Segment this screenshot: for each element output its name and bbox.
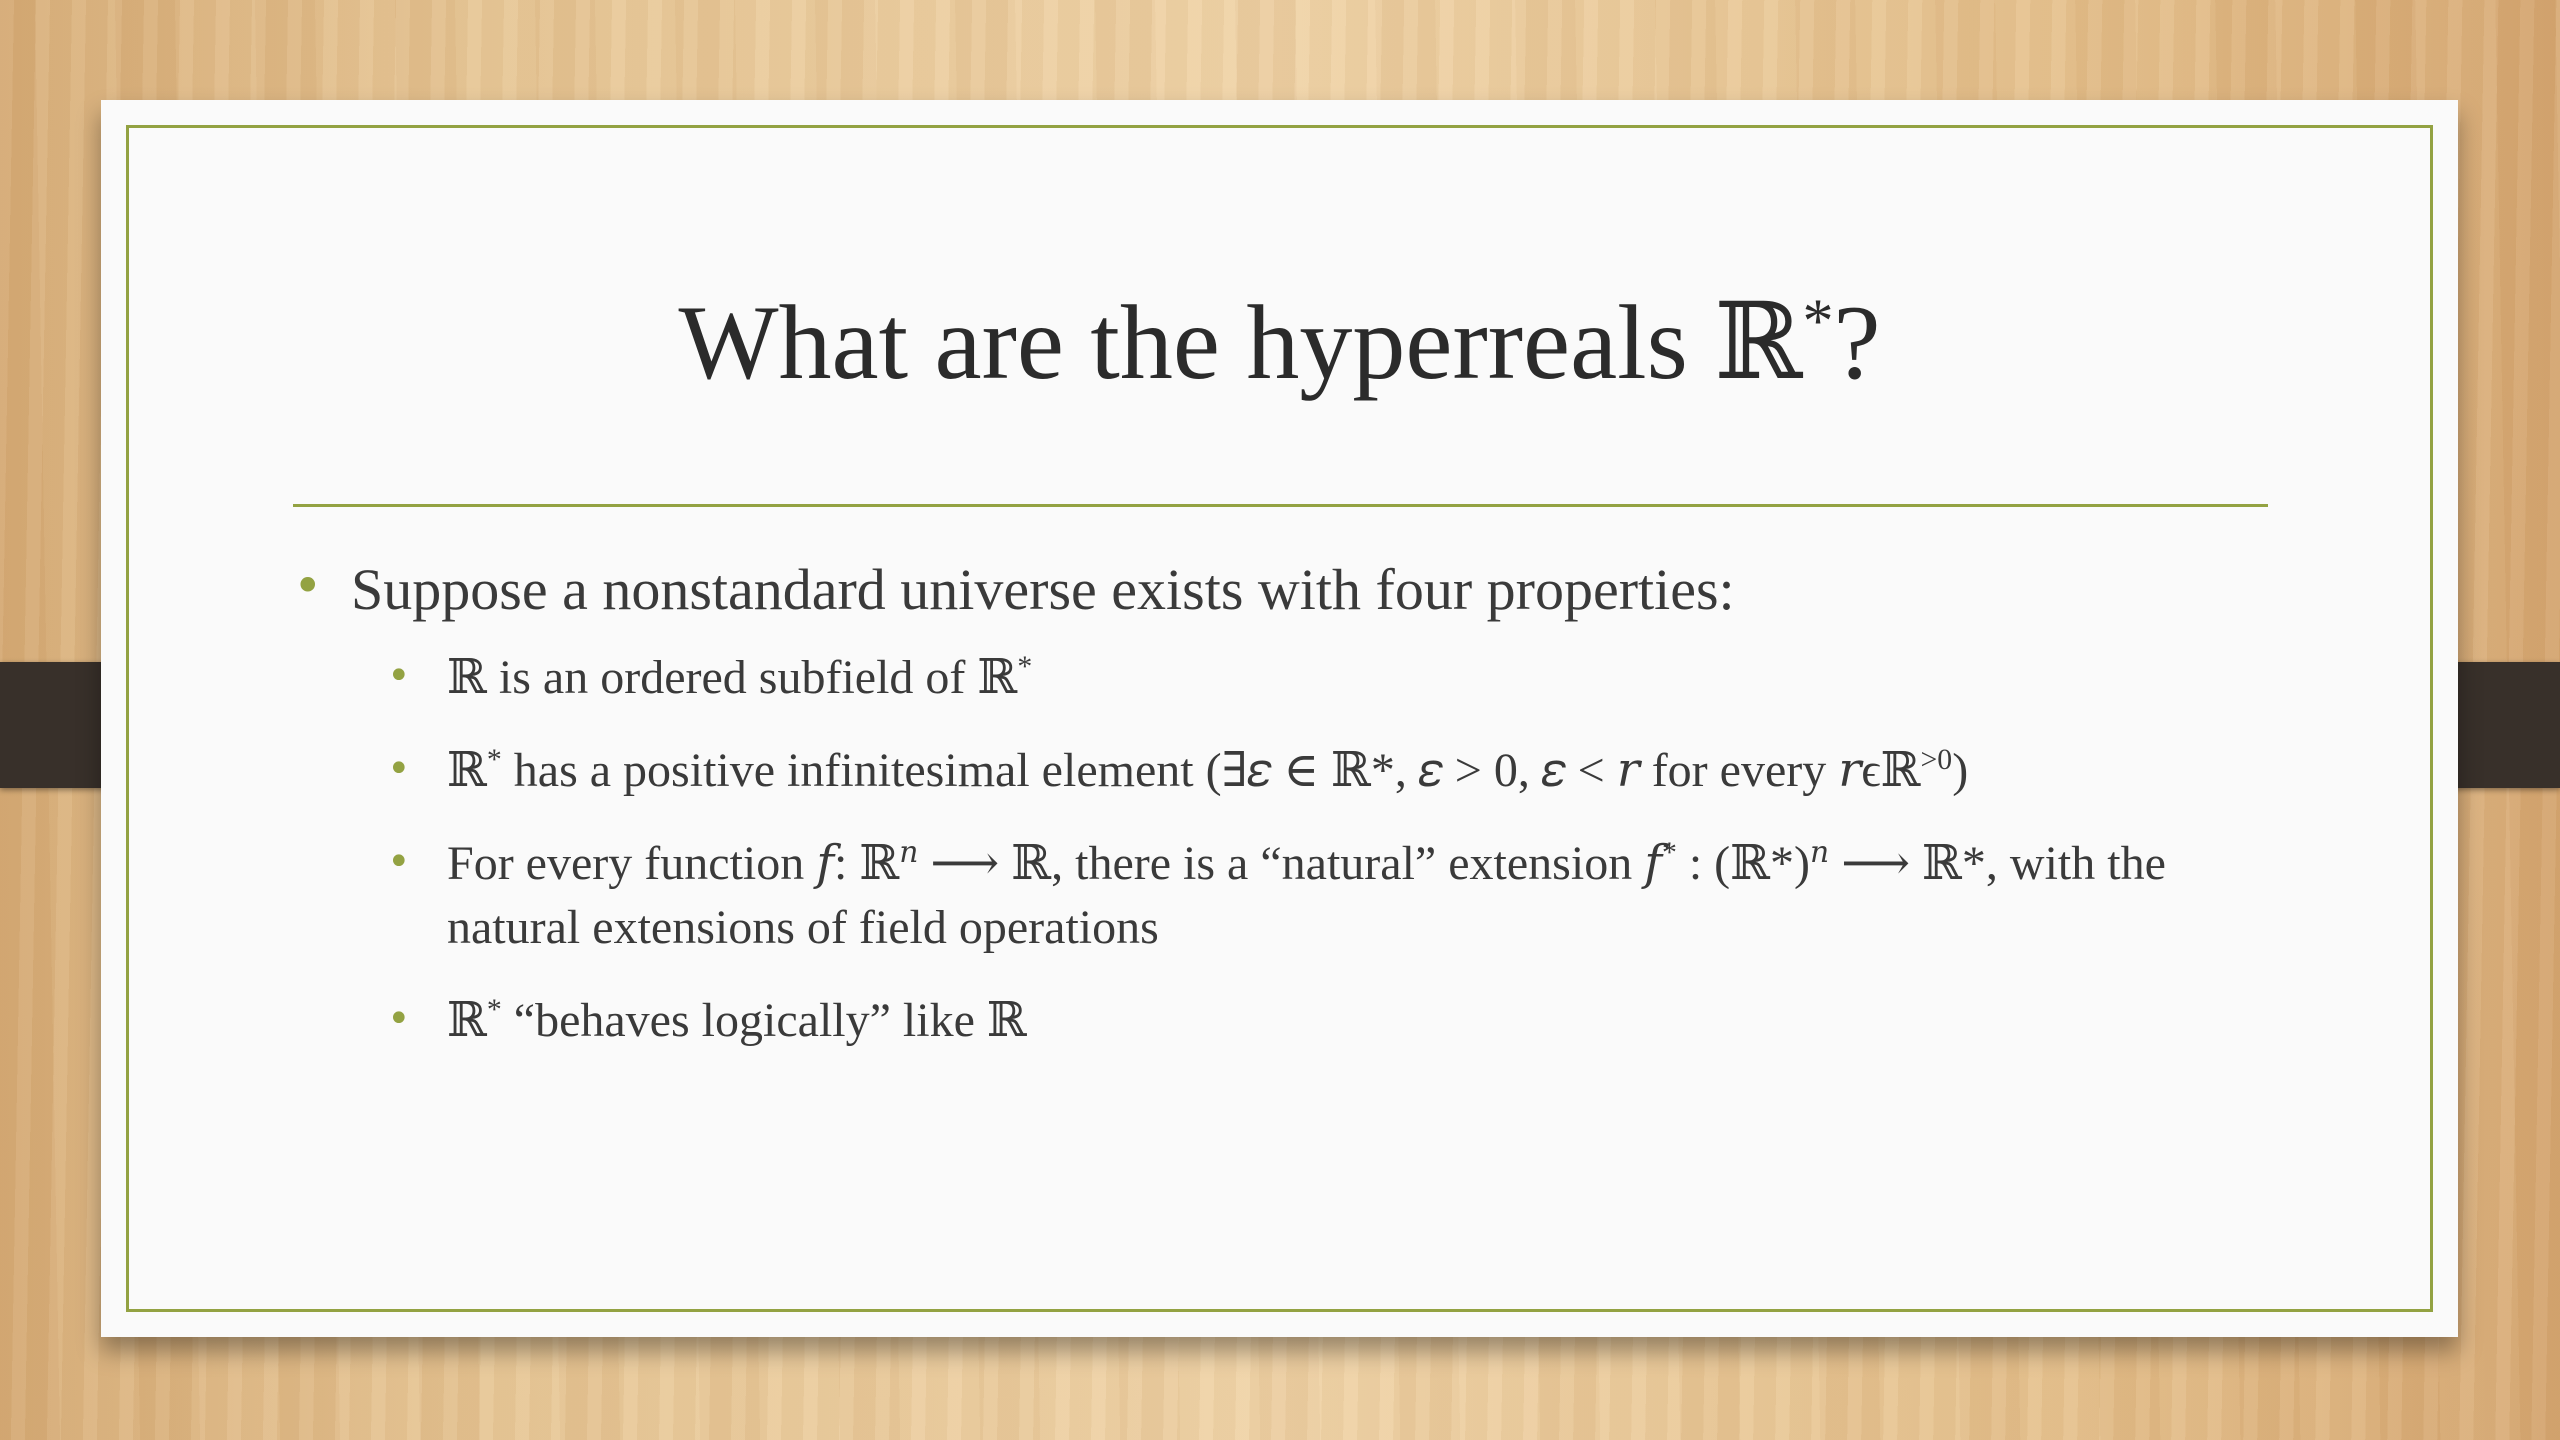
sub-bullet-1 <box>293 646 2303 710</box>
sub-bullet-3 <box>293 832 2303 960</box>
sub-bullet-text: has a positive infinitesimal element (∃𝜀 ∈ ℝ*, 𝜀 > 0, 𝜀 < 𝑟 for every 𝑟ϵℝ <box>501 744 1921 797</box>
sub-bullet-end: : (ℝ*) <box>1676 837 1811 890</box>
slide <box>101 100 2458 1337</box>
slide-content <box>293 552 2303 1082</box>
sub-bullet-text: ℝ is an ordered subfield of ℝ <box>447 651 1018 704</box>
slide-title <box>101 285 2458 402</box>
sub-bullet-end-superscript: 𝑛 <box>1810 836 1830 869</box>
sub-bullet-prefix-superscript: * <box>486 743 502 776</box>
bullet-dot: • <box>387 996 411 1042</box>
sub-bullet-superscript: 𝑛 <box>899 836 919 869</box>
title-divider <box>293 504 2268 507</box>
sub-bullet-text: “behaves logically” like ℝ <box>501 994 1027 1047</box>
sub-bullet-2 <box>293 739 2303 803</box>
title-end: ? <box>1833 284 1881 401</box>
bullet-dot: • <box>293 557 323 615</box>
title-text: What are the hyperreals ℝ <box>678 284 1803 401</box>
sub-bullet-mid: ⟶ ℝ, there is a “natural” extension 𝑓 <box>918 837 1662 890</box>
sub-bullet-text: For every function 𝑓: ℝ <box>447 837 900 890</box>
bullet-dot: • <box>387 653 411 699</box>
sub-bullet-end: ) <box>1952 744 1969 797</box>
bullet-dot: • <box>387 839 411 885</box>
sub-bullet-prefix: ℝ <box>447 744 487 797</box>
sub-bullet-tail: ⟶ ℝ*, with the natural extensions of field operations <box>447 837 2166 954</box>
sub-bullet-prefix-superscript: * <box>486 993 502 1026</box>
title-superscript: * <box>1802 287 1834 356</box>
sub-bullet-superscript: * <box>1017 650 1033 683</box>
sub-bullet-prefix: ℝ <box>447 994 487 1047</box>
bullet-dot: • <box>387 746 411 792</box>
sub-bullet-superscript: >0 <box>1920 743 1953 776</box>
bullet-main <box>293 552 2303 628</box>
sub-bullet-mid-superscript: * <box>1661 836 1677 869</box>
bullet-main-text: Suppose a nonstandard universe exists with four properties: <box>351 557 1735 622</box>
sub-bullet-4 <box>293 989 2303 1053</box>
